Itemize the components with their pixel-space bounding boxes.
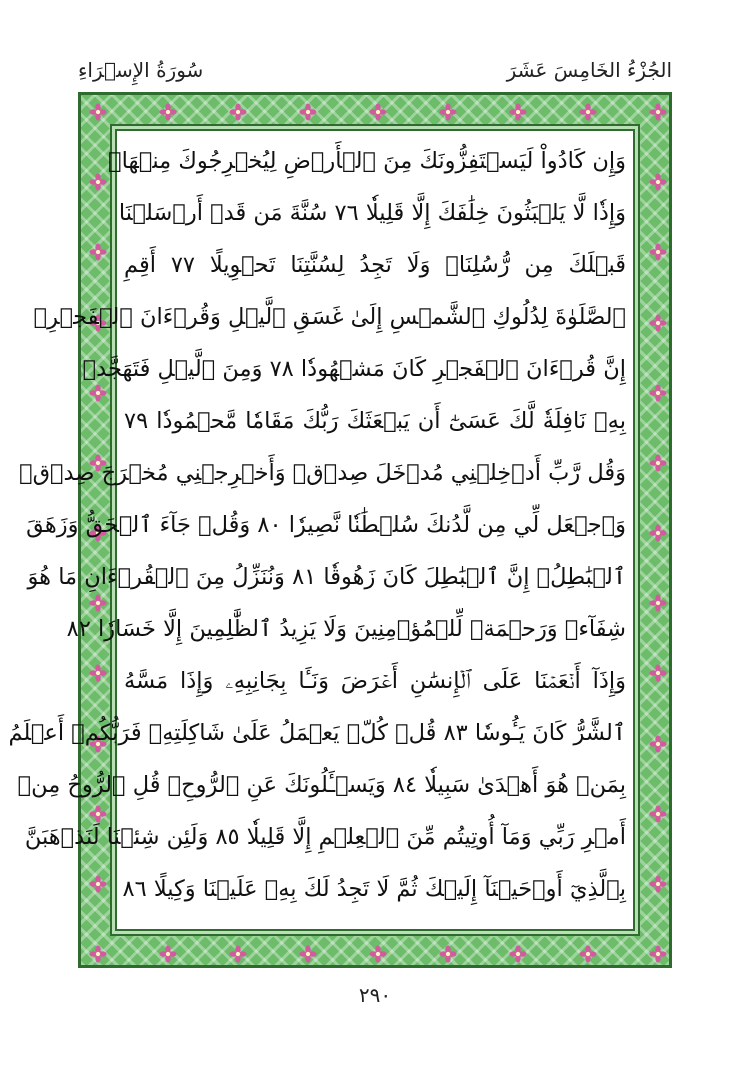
- text-line: قَبۡلَكَ مِن رُّسُلِنَاۖ وَلَا تَجِدُ لِسُنَّتِنَا تَحۡوِيلًا ٧٧ أَقِمِ: [124, 252, 626, 278]
- text-line: ٱلصَّلَوٰةَ لِدُلُوكِ ٱلشَّمۡسِ إِلَىٰ غَسَقِ ٱلَّيۡلِ وَقُرۡءَانَ ٱلۡفَجۡرِۖ: [33, 304, 626, 330]
- text-line: شِفَآءٞ وَرَحۡمَةٞ لِّلۡمُؤۡمِنِينَ وَلَا يَزِيدُ ٱلظَّٰلِمِينَ إِلَّا خَسَارٗا ٨٢: [66, 616, 626, 642]
- rosette-ornament-icon: [649, 524, 667, 542]
- text-line: وَإِذٗا لَّا يَلۡبَثُونَ خِلَٰفَكَ إِلَّا قَلِيلٗا ٧٦ سُنَّةَ مَن قَدۡ أَرۡسَلۡنَا: [118, 200, 626, 226]
- rosette-ornament-icon: [649, 664, 667, 682]
- rosette-ornament-icon: [229, 945, 247, 963]
- rosette-ornament-icon: [649, 945, 667, 963]
- page-header: [78, 58, 672, 92]
- rosette-ornament-icon: [649, 454, 667, 472]
- page-number: ٢٩٠: [358, 983, 392, 1007]
- rosette-ornament-icon: [369, 945, 387, 963]
- text-line: وَقُل رَّبِّ أَدۡخِلۡنِي مُدۡخَلَ صِدۡقٖ وَأَخۡرِجۡنِي مُخۡرَجَ صِدۡقٖ: [19, 460, 626, 486]
- rosette-ornament-icon: [649, 243, 667, 261]
- rosette-ornament-icon: [439, 945, 457, 963]
- rosette-ornament-icon: [509, 945, 527, 963]
- rosette-ornament-icon: [649, 875, 667, 893]
- rosette-ornament-icon: [649, 173, 667, 191]
- rosette-ornament-icon: [299, 103, 317, 121]
- rosette-ornament-icon: [649, 735, 667, 753]
- text-line: ٱلشَّرُّ كَانَ يَـُٔوسٗا ٨٣ قُلۡ كُلّٞ يَعۡمَلُ عَلَىٰ شَاكِلَتِهِۦ فَرَبُّكُمۡ أَعۡلَمُ: [8, 720, 626, 746]
- rosette-ornament-icon: [649, 314, 667, 332]
- rosette-ornament-icon: [509, 103, 527, 121]
- rosette-ornament-icon: [579, 945, 597, 963]
- juz-title: الجُزْءُ الخَامِسَ عَشَرَ: [506, 58, 672, 82]
- surah-title: سُورَةُ الإِسۡرَاءِ: [78, 58, 204, 82]
- rosette-ornament-icon: [649, 103, 667, 121]
- rosette-ornament-icon: [649, 805, 667, 823]
- rosette-ornament-icon: [649, 594, 667, 612]
- rosette-ornament-icon: [649, 384, 667, 402]
- text-line: بِٱلَّذِيٓ أَوۡحَيۡنَآ إِلَيۡكَ ثُمَّ لَا تَجِدُ لَكَ بِهِۦ عَلَيۡنَا وَكِيلًا ٨٦: [122, 876, 626, 902]
- rosette-ornament-icon: [89, 875, 107, 893]
- rosette-ornament-icon: [369, 103, 387, 121]
- text-line: ٱلۡبَٰطِلُۚ إِنَّ ٱلۡبَٰطِلَ كَانَ زَهُوقٗا ٨١ وَنُنَزِّلُ مِنَ ٱلۡقُرۡءَانِ مَا هُوَ: [27, 564, 626, 590]
- rosette-ornament-icon: [89, 103, 107, 121]
- rosette-ornament-icon: [229, 103, 247, 121]
- rosette-ornament-icon: [299, 945, 317, 963]
- text-line: وَٱجۡعَل لِّي مِن لَّدُنكَ سُلۡطَٰنٗا نَّصِيرٗا ٨٠ وَقُلۡ جَآءَ ٱلۡحَقُّ وَزَهَقَ: [26, 512, 626, 538]
- text-line: بِمَنۡ هُوَ أَهۡدَىٰ سَبِيلٗا ٨٤ وَيَسۡـَٔلُونَكَ عَنِ ٱلرُّوحِۖ قُلِ ٱلرُّوحُ مِنۡ: [17, 772, 626, 798]
- rosette-ornament-icon: [89, 945, 107, 963]
- text-line: وَإِن كَادُواْ لَيَسۡتَفِزُّونَكَ مِنَ ٱلۡأَرۡضِ لِيُخۡرِجُوكَ مِنۡهَاۖ: [108, 148, 626, 174]
- rosette-ornament-icon: [579, 103, 597, 121]
- rosette-ornament-icon: [89, 243, 107, 261]
- rosette-ornament-icon: [89, 173, 107, 191]
- text-line: بِهِۦ نَافِلَةٗ لَّكَ عَسَىٰٓ أَن يَبۡعَثَكَ رَبُّكَ مَقَامٗا مَّحۡمُودٗا ٧٩: [124, 408, 626, 434]
- quran-text: [8, 138, 626, 922]
- text-line: وَإِذَآ أَنۡعَمۡنَا عَلَى ٱلۡإِنسَٰنِ أَعۡرَضَ وَنَـَٔا بِجَانِبِهِۦ وَإِذَا مَسَّهُ: [124, 668, 626, 694]
- rosette-ornament-icon: [439, 103, 457, 121]
- text-line: إِنَّ قُرۡءَانَ ٱلۡفَجۡرِ كَانَ مَشۡهُودٗا ٧٨ وَمِنَ ٱلَّيۡلِ فَتَهَجَّدۡ: [82, 356, 626, 382]
- rosette-ornament-icon: [159, 103, 177, 121]
- rosette-ornament-icon: [159, 945, 177, 963]
- text-line: أَمۡرِ رَبِّي وَمَآ أُوتِيتُم مِّنَ ٱلۡعِلۡمِ إِلَّا قَلِيلٗا ٨٥ وَلَئِن شِئۡنَا لَنَذۡهَبَنَّ: [24, 824, 626, 850]
- rosette-ornament-icon: [89, 664, 107, 682]
